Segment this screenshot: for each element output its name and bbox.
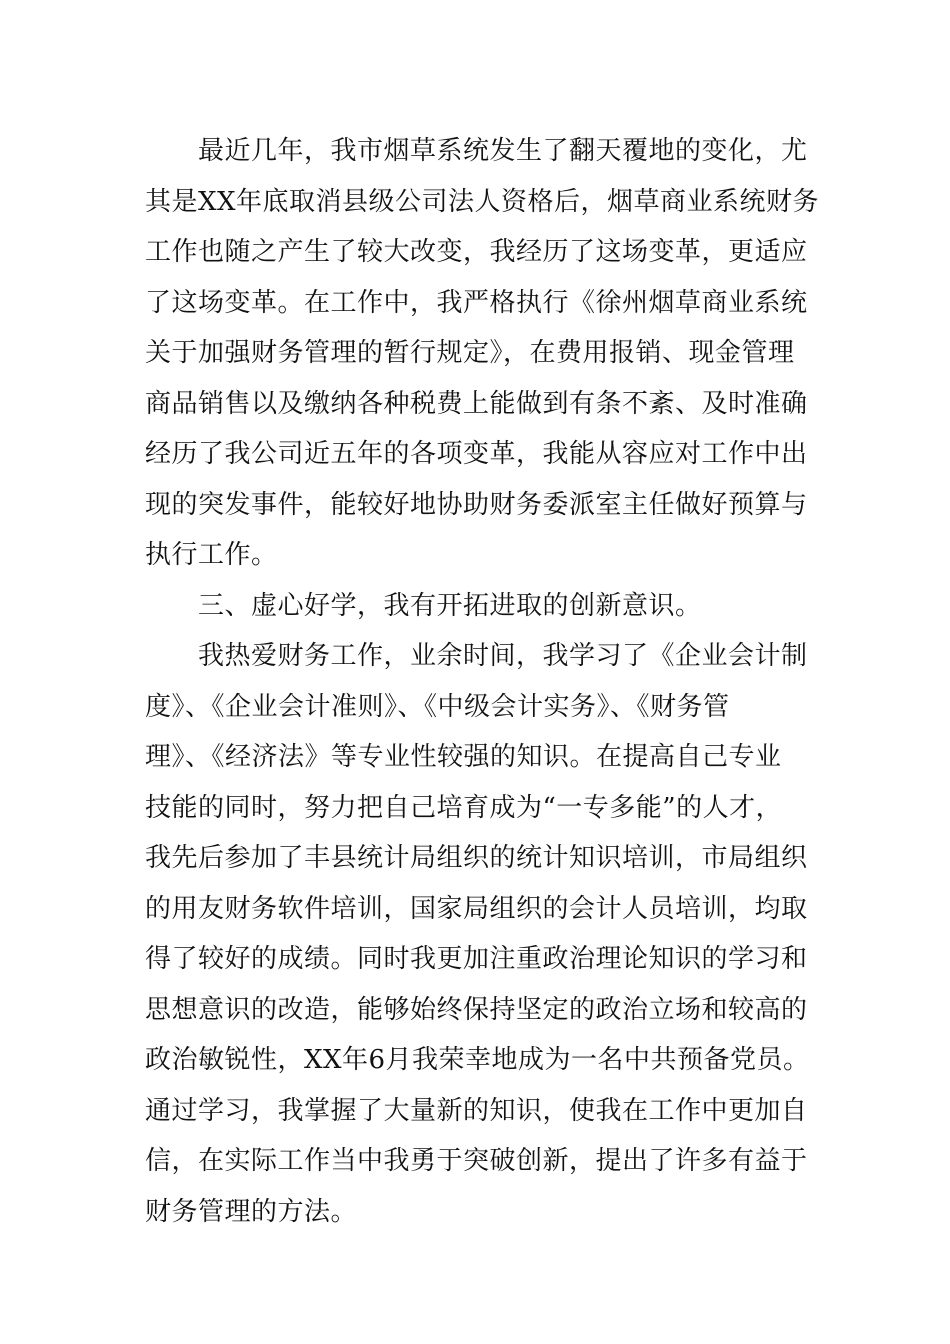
text-line: 工作也随之产生了较大改变，我经历了这场变革，更适应 xyxy=(145,237,808,267)
text-line: 通过学习，我掌握了大量新的知识，使我在工作中更加自 xyxy=(145,1095,808,1126)
text-line: 技能的同时，努力把自己培育成为“一专多能”的人才， xyxy=(145,792,783,823)
text-line: 执行工作。 xyxy=(145,540,278,570)
text-line: 其是XX年底取消县级公司法人资格后，烟草商业系统财务 xyxy=(145,186,820,217)
text-line: 我先后参加了丰县统计局组织的统计知识培训，市局组织 xyxy=(145,843,808,873)
text-line: 商品销售以及缴纳各种税费上能做到有条不紊、及时准确 xyxy=(145,388,808,419)
text-line: 关于加强财务管理的暂行规定》，在费用报销、现金管理 xyxy=(145,338,795,368)
text-line: 经历了我公司近五年的各项变革，我能从容应对工作中出 xyxy=(145,439,808,469)
text-line: 现的突发事件，能较好地协助财务委派室主任做好预算与 xyxy=(145,489,808,520)
text-line: 思想意识的改造，能够始终保持坚定的政治立场和较高的 xyxy=(145,994,808,1025)
text-line: 得了较好的成绩。同时我更加注重政治理论知识的学习和 xyxy=(145,944,808,974)
text-line: 了这场变革。在工作中，我严格执行《徐州烟草商业系统 xyxy=(145,287,808,318)
text-line: 最近几年，我市烟草系统发生了翻天覆地的变化，尤 xyxy=(198,136,808,166)
text-line: 信，在实际工作当中我勇于突破创新，提出了许多有益于 xyxy=(145,1146,808,1176)
document-body xyxy=(145,126,820,1237)
text-line: 我热爱财务工作，业余时间，我学习了《企业会计制 xyxy=(198,641,808,671)
text-line: 财务管理的方法。 xyxy=(145,1196,358,1227)
text-line: 政治敏锐性，XX年6月我荣幸地成为一名中共预备党员。 xyxy=(145,1045,810,1075)
section-heading: 三、虚心好学，我有开拓进取的创新意识。 xyxy=(198,590,702,621)
text-line: 的用友财务软件培训，国家局组织的会计人员培训，均取 xyxy=(145,893,808,924)
text-line: 理》、《经济法》等专业性较强的知识。在提高自己专业 xyxy=(145,742,782,772)
text-line: 度》、《企业会计准则》、《中级会计实务》、《财务管 xyxy=(145,691,730,722)
